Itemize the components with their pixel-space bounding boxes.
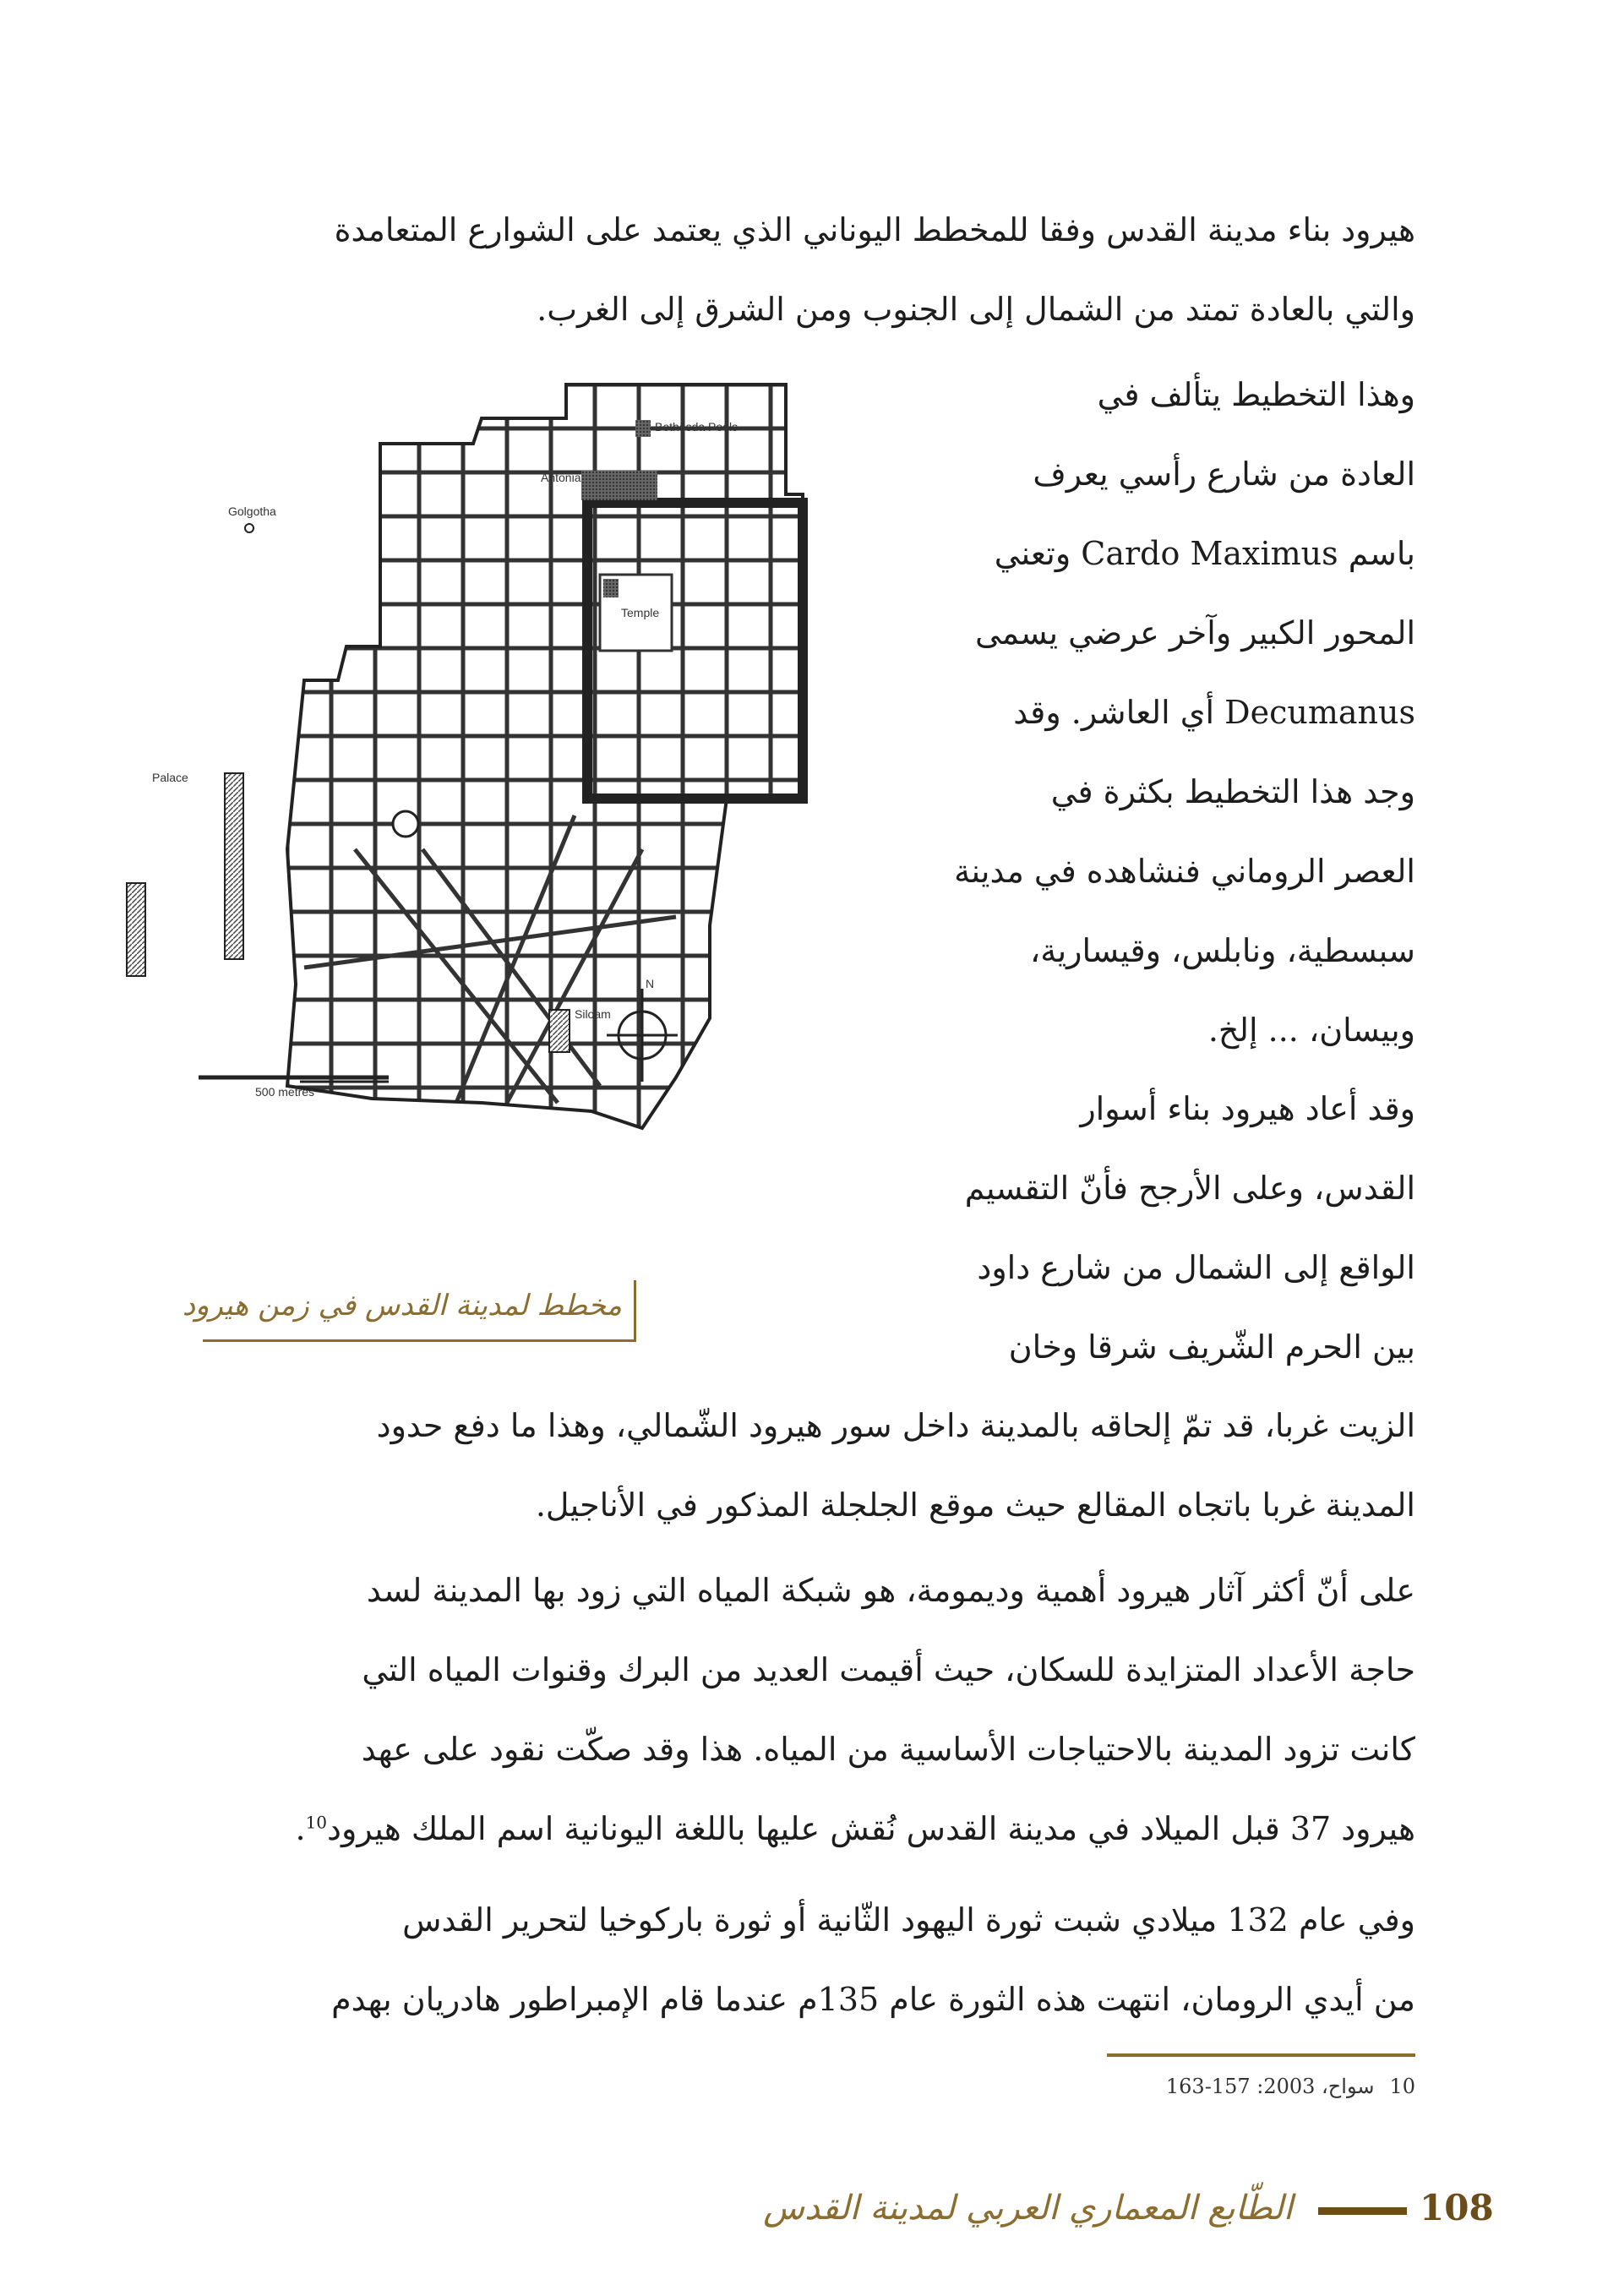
label-temple: Temple: [621, 606, 660, 619]
paragraph-2: [934, 355, 1415, 1070]
text-line: هيرود بناء مدينة القدس وفقا للمخطط اليوناني الذي يعتمد على الشوارع المتعامدة: [334, 211, 1415, 248]
palace-annex: [127, 883, 145, 976]
page-number: 108: [1420, 2187, 1494, 2228]
text-line: وبيسان، ... إلخ.: [1207, 1012, 1415, 1049]
text-line: من أيدي الرومان، انتهت هذه الثورة عام 135م عندما قام الإمبراطور هادريان بهدم: [331, 1981, 1415, 2018]
footnote-separator: [1107, 2053, 1415, 2057]
text-line: وفي عام 132 ميلادي شبت ثورة اليهود الثّانية أو ثورة باركوخيا لتحرير القدس: [402, 1901, 1415, 1939]
city-plan-map: [152, 376, 896, 1238]
text-line: العادة من شارع رأسي يعرف: [1033, 455, 1415, 493]
footnote-number: 10: [1389, 2075, 1415, 2098]
label-north: N: [646, 977, 655, 990]
running-title: الطّابع المعماري العربي لمدينة القدس: [763, 2189, 1293, 2228]
label-scale: 500 metres: [255, 1085, 315, 1099]
paragraph-4: [199, 1551, 1415, 1868]
text-line: سبسطية، ونابلس، وقيسارية،: [1029, 932, 1415, 969]
street-line: [304, 917, 676, 968]
text-line: الزيت غربا، قد تمّ إلحاقه بالمدينة داخل سور هيرود الشّمالي، وهذا ما دفع حدود: [376, 1407, 1415, 1444]
antonia-fortress: [581, 471, 657, 500]
paragraph-5: [199, 1880, 1415, 2039]
paragraph-3-continued: [199, 1386, 1415, 1545]
label-bethesda: Bethesda Pools: [655, 420, 739, 434]
footnote-reference[interactable]: 10: [305, 1812, 328, 1833]
street-line: [507, 849, 642, 1103]
sentence-end: .: [295, 1810, 306, 1847]
label-palace: Palace: [152, 771, 188, 784]
text-line: المحور الكبير وآخر عرضي يسمى: [974, 614, 1415, 652]
footnote-text: سواح، 2003: 157-163: [1165, 2075, 1375, 2098]
text-line: الواقع إلى الشمال من شارع داود: [977, 1249, 1415, 1286]
text-line: بين الحرم الشّريف شرقا وخان: [1008, 1328, 1415, 1366]
text-line: وقد أعاد هيرود بناء أسوار: [1080, 1090, 1415, 1127]
label-antonia: Antonia: [541, 471, 581, 484]
herod-palace: [225, 773, 243, 959]
text-line: Decumanus أي العاشر. وقد: [1013, 694, 1415, 731]
jerusalem-herodian-plan-figure: [152, 376, 896, 1238]
text-line: والتي بالعادة تمتد من الشمال إلى الجنوب ومن الشرق إلى الغرب.: [537, 291, 1415, 328]
text-line: وجد هذا التخطيط بكثرة في: [1050, 773, 1415, 810]
text-line: حاجة الأعداد المتزايدة للسكان، حيث أقيمت العديد من البرك وقنوات المياه التي: [362, 1651, 1415, 1688]
figure-caption-frame: [182, 1280, 636, 1342]
bethesda-pool: [635, 420, 651, 437]
label-golgotha: Golgotha: [228, 504, 276, 518]
label-siloam: Siloam: [575, 1007, 611, 1021]
text-line-with-footnote: [199, 1789, 1415, 1868]
street-grid: [270, 376, 811, 1137]
siloam-pool: [549, 1010, 570, 1052]
footnote: [1166, 2075, 1415, 2098]
street-line: [456, 815, 575, 1103]
golgotha-marker: [245, 524, 253, 532]
figure-caption: مخطط لمدينة القدس في زمن هيرود: [182, 1289, 622, 1323]
text-line: العصر الروماني فنشاهده في مدينة: [954, 853, 1415, 890]
plaza-circle: [393, 811, 418, 837]
paragraph-1: [199, 190, 1415, 349]
text-line: القدس، وعلى الأرجح فأنّ التقسيم: [964, 1170, 1415, 1207]
text-line: باسم Cardo Maximus وتعني: [994, 535, 1415, 572]
temple-sanctuary: [603, 579, 619, 597]
north-arrow-icon: [607, 977, 678, 1082]
text-line: على أنّ أكثر آثار هيرود أهمية وديمومة، هو شبكة المياه التي زود بها المدينة لسد: [366, 1572, 1415, 1609]
text-line: كانت تزود المدينة بالاحتياجات الأساسية من المياه. هذا وقد صكّت نقود على عهد: [361, 1731, 1415, 1768]
text-line: المدينة غربا باتجاه المقالع حيث موقع الجلجلة المذكور في الأناجيل.: [535, 1486, 1415, 1524]
paragraph-3: [934, 1069, 1415, 1387]
text-line: هيرود 37 قبل الميلاد في مدينة القدس نُقش عليها باللغة اليونانية اسم الملك هيرود: [327, 1810, 1415, 1847]
footer-bar: [1318, 2207, 1407, 2215]
text-line: وهذا التخطيط يتألف في: [1097, 376, 1415, 413]
